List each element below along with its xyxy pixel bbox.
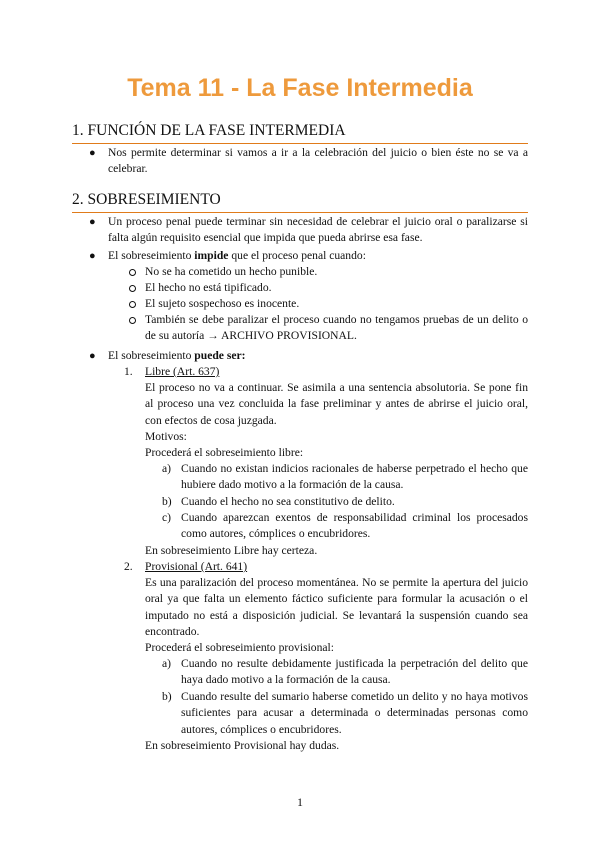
libre-closing: En sobreseimiento Libre hay certeza.: [145, 544, 318, 557]
provisional-procedera: Procederá el sobreseimiento provisional:: [145, 641, 334, 654]
section2-bullet2-text: El sobreseimiento impide que el proceso penal cuando:: [108, 249, 366, 262]
item-label: c): [162, 511, 172, 524]
libre-procedera: Procederá el sobreseimiento libre:: [145, 446, 304, 459]
sub-bullet-circle: [129, 317, 136, 324]
list-number: 2.: [124, 560, 133, 573]
item-label: a): [162, 657, 172, 670]
page-number: 1: [297, 795, 303, 809]
libre-text: El proceso no va a continuar. Se asimila a una sentencia absolutoria. Se pone fin al proceso una vez concluida la fase preliminar y antes de abrirse el juicio oral, con efectos de cosa juzgada.: [145, 381, 528, 427]
provisional-text: Es una paralización del proceso momentánea. No se permite la apertura del juicio oral ya que falta un elemento fáctico suficiente para formular la acusación o el imputado no está a disposición judicial. Se levantará la suspensión cuando sea encontrado.: [145, 576, 528, 639]
list-number: 1.: [124, 365, 133, 378]
bullet-dot: ●: [89, 350, 96, 362]
libre-item-text: Cuando el hecho no sea constitutivo de delito.: [181, 495, 395, 508]
item-label: b): [162, 690, 172, 703]
bullet-dot: ●: [89, 250, 96, 262]
provisional-item-text: Cuando no resulte debidamente justificada la perpetración del delito que haya dado motivo a la formación de la causa.: [181, 657, 528, 687]
bullet-dot: ●: [89, 216, 96, 228]
sub-bullet-circle: [129, 269, 136, 276]
sub-item-text: El sujeto sospechoso es inocente.: [145, 297, 300, 310]
section2-bullet3-text: El sobreseimiento puede ser:: [108, 349, 246, 362]
sub-item-text: El hecho no está tipificado.: [145, 281, 272, 294]
libre-title: Libre (Art. 637): [145, 365, 220, 378]
provisional-item-text: Cuando resulte del sumario haberse cometido un delito y no haya motivos suficientes para acusar a determinada o determinadas personas como autores, cómplices o encubridores.: [181, 690, 528, 736]
provisional-closing: En sobreseimiento Provisional hay dudas.: [145, 739, 340, 752]
libre-item-text: Cuando aparezcan exentos de responsabilidad criminal los procesados como autores, cómplices o encubridores.: [181, 511, 528, 541]
section1-bullet-text: Nos permite determinar si vamos a ir a la celebración del juicio o bien éste no se va a celebrar.: [108, 146, 528, 176]
sub-item-text: No se ha cometido un hecho punible.: [145, 265, 318, 278]
libre-item-text: Cuando no existan indicios racionales de haberse perpetrado el hecho que hubiere dado motivo a la formación de la causa.: [181, 462, 528, 492]
item-label: a): [162, 462, 172, 475]
libre-motivos: Motivos:: [145, 430, 187, 443]
bullet-dot: ●: [89, 147, 96, 159]
page-title: Tema 11 - La Fase Intermedia: [127, 74, 473, 102]
section-heading-sobreseimiento: 2. SOBRESEIMIENTO: [72, 190, 528, 210]
provisional-title: Provisional (Art. 641): [145, 560, 248, 573]
sub-bullet-circle: [129, 285, 136, 292]
item-label: b): [162, 495, 172, 508]
section-heading-funcion: 1. FUNCIÓN DE LA FASE INTERMEDIA: [72, 121, 528, 141]
sub-item-text: También se debe paralizar el proceso cuando no tengamos pruebas de un delito o de su autoría → ARCHIVO PROVISIONAL.: [145, 313, 528, 343]
sub-bullet-circle: [129, 301, 136, 308]
section2-bullet1-text: Un proceso penal puede terminar sin necesidad de celebrar el juicio oral o paralizarse si falta algún requisito esencial que impida que pueda abrirse esa fase.: [108, 215, 528, 245]
